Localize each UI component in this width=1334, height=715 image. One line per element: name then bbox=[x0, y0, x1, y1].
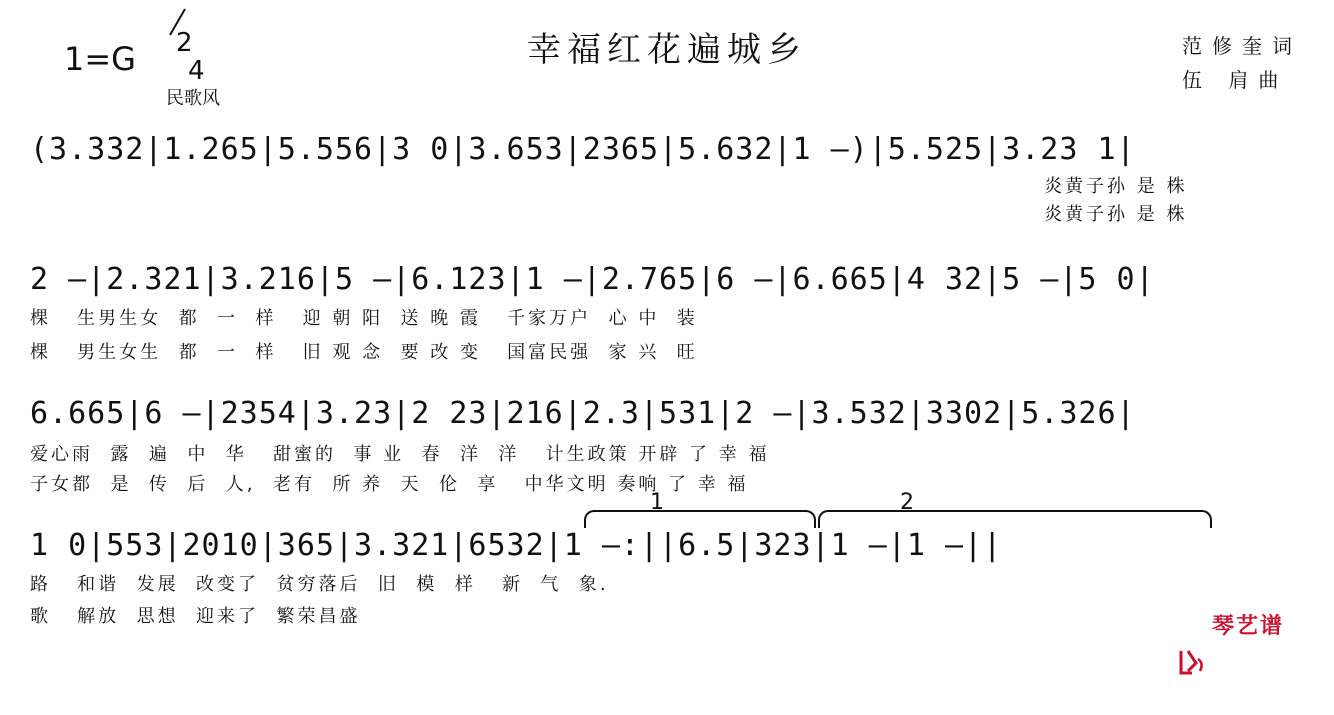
lyric-line-4-verse-1: 路 和谐 发展 改变了 贫穷落后 旧 模 样 新 气 象. bbox=[30, 574, 609, 595]
song-title: 幸福红花遍城乡 bbox=[527, 30, 807, 70]
composer-credit: 伍 肩曲 bbox=[1182, 68, 1289, 92]
lyric-line-1-verse-1: 炎黄子孙 是 株 bbox=[1044, 176, 1188, 197]
score-notes-system-3: 6.665|6 —|2354|3.23|2 23|216|2.3|531|2 —|3.532|3302|5.326| bbox=[30, 396, 1136, 431]
first-ending-bracket bbox=[584, 510, 816, 528]
first-ending-number: 1 bbox=[650, 490, 664, 515]
score-notes-system-2: 2 —|2.321|3.216|5 —|6.123|1 —|2.765|6 —|6.665|4 32|5 —|5 0| bbox=[30, 262, 1155, 297]
style-marking: 民歌风 bbox=[166, 88, 220, 109]
lyric-line-2-verse-1: 棵 生男生女 都 一 样 迎 朝 阳 送 晚 霞 千家万户 心 中 装 bbox=[30, 308, 698, 329]
key-signature: 1=G bbox=[64, 40, 136, 78]
lyric-line-4-verse-2: 歌 解放 思想 迎来了 繁荣昌盛 bbox=[30, 606, 361, 627]
second-ending-bracket bbox=[818, 510, 1212, 528]
site-logo bbox=[1178, 606, 1318, 642]
meter-numerator: 2 bbox=[176, 28, 193, 58]
logo-mark-icon bbox=[1178, 609, 1208, 639]
lyricist-credit: 范修奎词 bbox=[1182, 34, 1302, 58]
logo-text: 琴艺谱 bbox=[1212, 613, 1285, 639]
lyric-line-3-verse-2: 子女都 是 传 后 人, 老有 所 养 天 伦 享 中华文明 奏响 了 幸 福 bbox=[30, 474, 749, 495]
score-notes-system-4: 1 0|553|2010|365|3.321|6532|1 —:||6.5|323|1 —|1 —|| bbox=[30, 528, 1003, 563]
meter-denominator: 4 bbox=[188, 56, 205, 86]
lyric-line-3-verse-1: 爱心雨 露 遍 中 华 甜蜜的 事 业 春 洋 洋 计生政策 开辟 了 幸 福 bbox=[30, 444, 770, 465]
lyric-line-1-verse-2: 炎黄子孙 是 株 bbox=[1044, 204, 1188, 225]
score-notes-system-1: (3.332|1.265|5.556|3 0|3.653|2365|5.632|1 —)|5.525|3.23 1| bbox=[30, 132, 1136, 167]
second-ending-number: 2 bbox=[900, 490, 914, 515]
lyric-line-2-verse-2: 棵 男生女生 都 一 样 旧 观 念 要 改 变 国富民强 家 兴 旺 bbox=[30, 342, 698, 363]
